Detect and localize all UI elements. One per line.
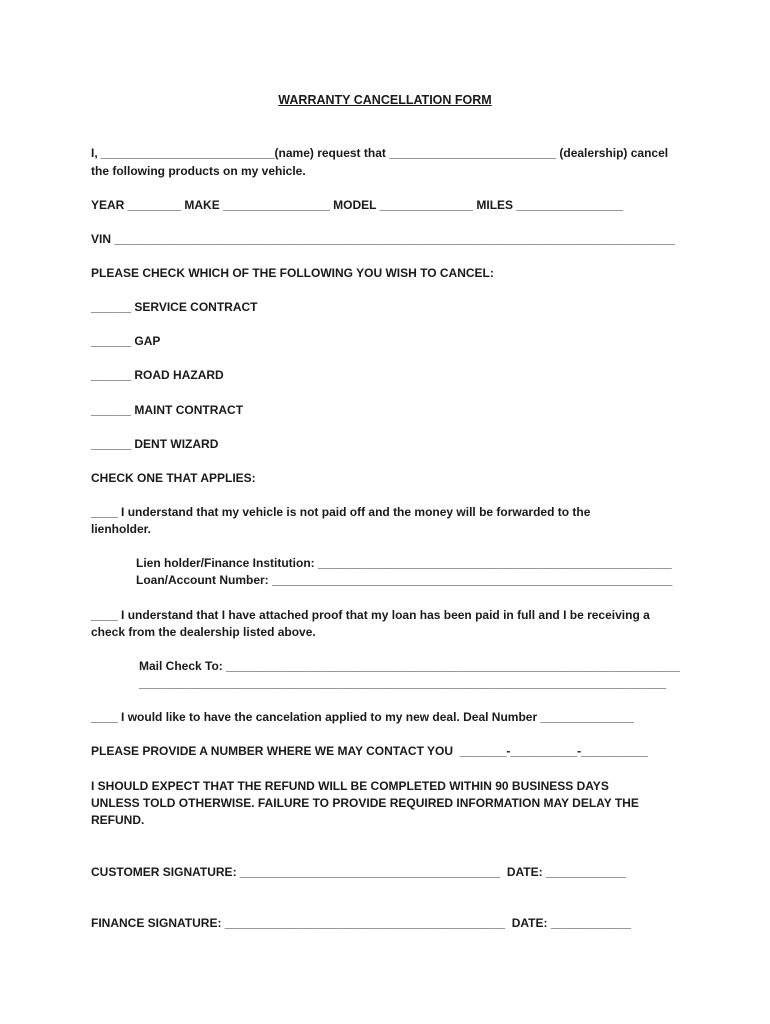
form-title: WARRANTY CANCELLATION FORM (278, 93, 492, 107)
product-road-hazard: ______ ROAD HAZARD (91, 368, 224, 382)
refund-line-3: REFUND. (91, 813, 145, 827)
lienholder-line: Lien holder/Finance Institution: _____________________________________________________ (136, 556, 672, 570)
intro-line-2: the following products on my vehicle. (91, 164, 306, 178)
product-service-contract: ______ SERVICE CONTRACT (91, 300, 258, 314)
product-gap: ______ GAP (91, 334, 161, 348)
option2-line-1: ____ I understand that I have attached proof that my loan has been paid in full and I be receiving a (91, 608, 650, 622)
applies-heading: CHECK ONE THAT APPLIES: (91, 471, 256, 485)
finance-signature-line: FINANCE SIGNATURE: __________________________________________ DATE: ____________ (91, 916, 631, 930)
mail-check-line-1: Mail Check To: ____________________________________________________________________ (139, 659, 680, 673)
vehicle-line: YEAR ________ MAKE ________________ MODEL ______________ MILES ________________ (91, 198, 624, 212)
refund-line-1: I SHOULD EXPECT THAT THE REFUND WILL BE COMPLETED WITHIN 90 BUSINESS DAYS (91, 779, 609, 793)
refund-line-2: UNLESS TOLD OTHERWISE. FAILURE TO PROVIDE REQUIRED INFORMATION MAY DELAY THE (91, 796, 639, 810)
option3-line: ____ I would like to have the cancelation applied to my new deal. Deal Number ______________ (91, 710, 634, 724)
product-maint-contract: ______ MAINT CONTRACT (91, 403, 244, 417)
product-dent-wizard: ______ DENT WIZARD (91, 437, 219, 451)
intro-line-1: I, __________________________(name) request that _________________________ (dealership) cancel (91, 146, 669, 160)
mail-check-line-2: _______________________________________________________________________________ (139, 676, 667, 690)
option1-line-2: lienholder. (91, 522, 152, 536)
check-heading: PLEASE CHECK WHICH OF THE FOLLOWING YOU WISH TO CANCEL: (91, 266, 494, 280)
customer-signature-line: CUSTOMER SIGNATURE: _______________________________________ DATE: ____________ (91, 865, 627, 879)
option1-line-1: ____ I understand that my vehicle is not paid off and the money will be forwarded to the (91, 505, 591, 519)
loan-account-line: Loan/Account Number: ____________________________________________________________ (136, 573, 673, 587)
vin-line: VIN ____________________________________________________________________________________ (91, 232, 675, 246)
contact-number-line: PLEASE PROVIDE A NUMBER WHERE WE MAY CONTACT YOU _______-__________-__________ (91, 744, 648, 758)
option2-line-2: check from the dealership listed above. (91, 625, 316, 639)
